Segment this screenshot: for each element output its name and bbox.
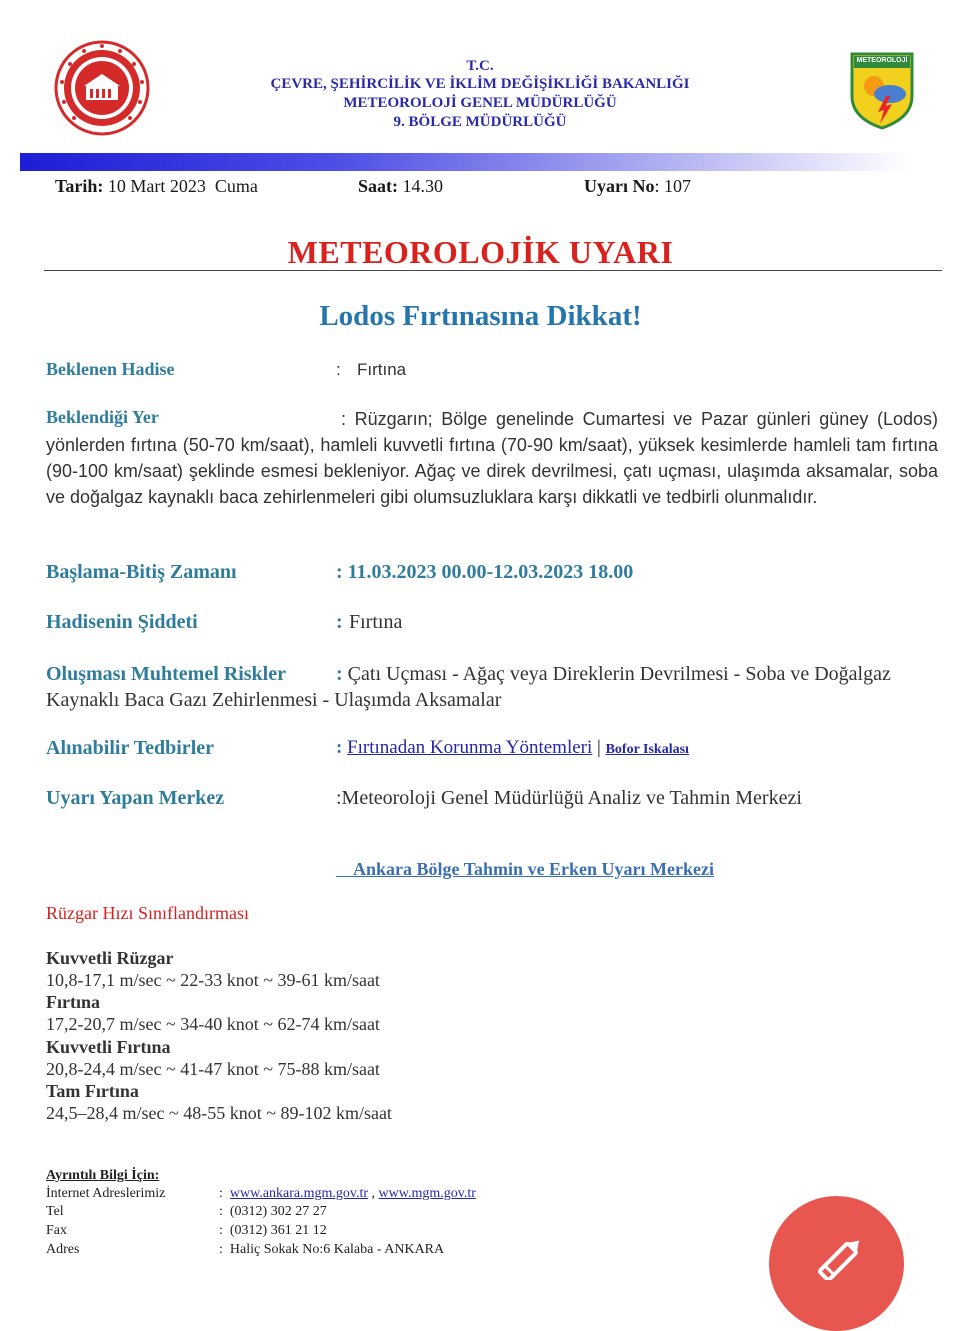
measures-label: Alınabilir Tedbirler bbox=[46, 737, 214, 759]
ankara-mgm-link[interactable]: www.ankara.mgm.gov.tr bbox=[229, 1186, 369, 1201]
time-value: 14.30 bbox=[402, 176, 443, 196]
wind-class-range: 20,8-24,4 m/sec ~ 41-47 knot ~ 75-88 km/saat bbox=[46, 1059, 380, 1079]
address-value: Haliç Sokak No:6 Kalaba - ANKARA bbox=[229, 1242, 445, 1257]
address-colon: : bbox=[219, 1242, 230, 1257]
severity-value: Fırtına bbox=[349, 611, 403, 633]
risks-value: Çatı Uçması - Ağaç veya Direklerin Devrilmesi - Soba ve Doğalgaz Kaynaklı Baca Gazı Zehirlenmesi - Ulaşımda Aksamalar bbox=[46, 663, 891, 711]
time-range-label: Başlama-Bitiş Zamanı bbox=[46, 561, 237, 583]
fax-colon: : bbox=[219, 1223, 230, 1238]
event-value: Fırtına bbox=[357, 360, 407, 379]
warning-number-label: Uyarı No bbox=[584, 176, 655, 196]
time-range-value: : 11.03.2023 00.00-12.03.2023 18.00 bbox=[336, 561, 634, 583]
wind-class-range: 10,8-17,1 m/sec ~ 22-33 knot ~ 39-61 km/saat bbox=[46, 970, 380, 990]
edit-fab-button[interactable] bbox=[769, 1196, 904, 1331]
event-colon: : bbox=[336, 360, 341, 379]
time-label: Saat: bbox=[358, 176, 398, 196]
page-title: METEOROLOJİK UYARI bbox=[287, 234, 674, 270]
fax-label: Fax bbox=[46, 1223, 67, 1238]
address-row bbox=[219, 1242, 444, 1258]
storm-protection-link[interactable]: Fırtınadan Korunma Yöntemleri bbox=[347, 737, 593, 758]
link-separator: | bbox=[597, 737, 601, 758]
header-gradient-bar bbox=[20, 153, 910, 171]
severity-label: Hadisenin Şiddeti bbox=[46, 611, 198, 633]
internet-colon: : bbox=[219, 1186, 230, 1201]
beaufort-scale-link[interactable]: Bofor Iskalası bbox=[605, 742, 689, 757]
event-label: Beklenen Hadise bbox=[46, 359, 175, 379]
wind-class-name: Tam Fırtına bbox=[46, 1081, 139, 1101]
warning-number-field bbox=[584, 176, 691, 197]
date-field bbox=[55, 176, 258, 197]
regional-center-link-wrap bbox=[336, 859, 714, 880]
place-value: : Rüzgarın; Bölge genelinde Cumartesi ve Pazar günleri güney (Lodos) yönlerden fırtına (50-70 km/saat), hamleli kuvvetli fırtına (70-90 km/saat), yüksek kesimlerde hamleli tam fırtına (90-100 km/saat) şeklinde esmesi bekleniyor. Ağaç ve direk devrilmesi, çatı uçması, ulaşımda aksamalar, soba ve doğalgaz kaynaklı baca zehirlenmeleri gibi olumsuzluklara karşı dikkatli ve tedbirli olunmalıdır. bbox=[46, 409, 938, 507]
header-line-tc: T.C. bbox=[466, 58, 494, 74]
tel-value: (0312) 302 27 27 bbox=[229, 1204, 327, 1219]
header-line-region: 9. BÖLGE MÜDÜRLÜĞÜ bbox=[393, 114, 567, 130]
place-description bbox=[46, 406, 938, 510]
internet-label: İnternet Adreslerimiz bbox=[46, 1186, 166, 1201]
wind-class-range: 24,5–28,4 m/sec ~ 48-55 knot ~ 89-102 km/saat bbox=[46, 1103, 392, 1123]
issuing-center-label: Uyarı Yapan Merkez bbox=[46, 787, 225, 809]
date-value: 10 Mart 2023 Cuma bbox=[107, 176, 258, 196]
address-label: Adres bbox=[46, 1242, 80, 1257]
wind-class-name: Fırtına bbox=[46, 992, 100, 1012]
wind-classes bbox=[46, 948, 546, 1125]
measures-colon: : bbox=[336, 737, 348, 758]
severity-colon: : bbox=[336, 611, 343, 633]
title-divider bbox=[44, 270, 942, 271]
time-field bbox=[358, 176, 443, 197]
tel-label: Tel bbox=[46, 1204, 64, 1219]
meteoroloji-logo-text: METEOROLOJİ bbox=[856, 57, 908, 64]
warning-number-value: : 107 bbox=[654, 176, 692, 196]
warning-subtitle: Lodos Fırtınasına Dikkat! bbox=[319, 300, 642, 332]
contact-heading: Ayrıntılı Bilgi İçin: bbox=[46, 1168, 160, 1183]
place-label: Beklendiği Yer bbox=[46, 407, 159, 427]
fax-value: (0312) 361 21 12 bbox=[229, 1223, 327, 1238]
meteoroloji-logo bbox=[850, 52, 914, 130]
risks-colon: : bbox=[336, 663, 348, 685]
wind-class-name: Kuvvetli Fırtına bbox=[46, 1037, 171, 1057]
issuing-center-value: :Meteoroloji Genel Müdürlüğü Analiz ve Tahmin Merkezi bbox=[336, 787, 802, 809]
header-line-directorate: METEOROLOJİ GENEL MÜDÜRLÜĞÜ bbox=[343, 95, 617, 111]
regional-center-link[interactable]: Ankara Bölge Tahmin ve Erken Uyarı Merkezi bbox=[353, 859, 715, 879]
fax-row bbox=[219, 1223, 327, 1239]
date-label: Tarih: bbox=[55, 176, 104, 196]
ministry-seal-logo bbox=[54, 40, 150, 136]
wind-class-range: 17,2-20,7 m/sec ~ 34-40 knot ~ 62-74 km/saat bbox=[46, 1014, 380, 1034]
mgm-link[interactable]: www.mgm.gov.tr bbox=[378, 1186, 476, 1201]
wind-classification-heading: Rüzgar Hızı Sınıflandırması bbox=[46, 903, 249, 923]
pencil-icon bbox=[809, 1230, 869, 1285]
header-line-ministry: ÇEVRE, ŞEHİRCİLİK VE İKLİM DEĞİŞİKLİĞİ BAKANLIĞI bbox=[270, 76, 690, 92]
wind-class-name: Kuvvetli Rüzgar bbox=[46, 948, 174, 968]
tel-row bbox=[219, 1204, 327, 1220]
measures-links bbox=[336, 737, 689, 759]
risks-label: Oluşması Muhtemel Riskler bbox=[46, 663, 286, 685]
internet-row: : www.ankara.mgm.gov.tr , www.mgm.gov.tr bbox=[219, 1186, 476, 1201]
tel-colon: : bbox=[219, 1204, 230, 1219]
risks-block bbox=[46, 661, 926, 713]
